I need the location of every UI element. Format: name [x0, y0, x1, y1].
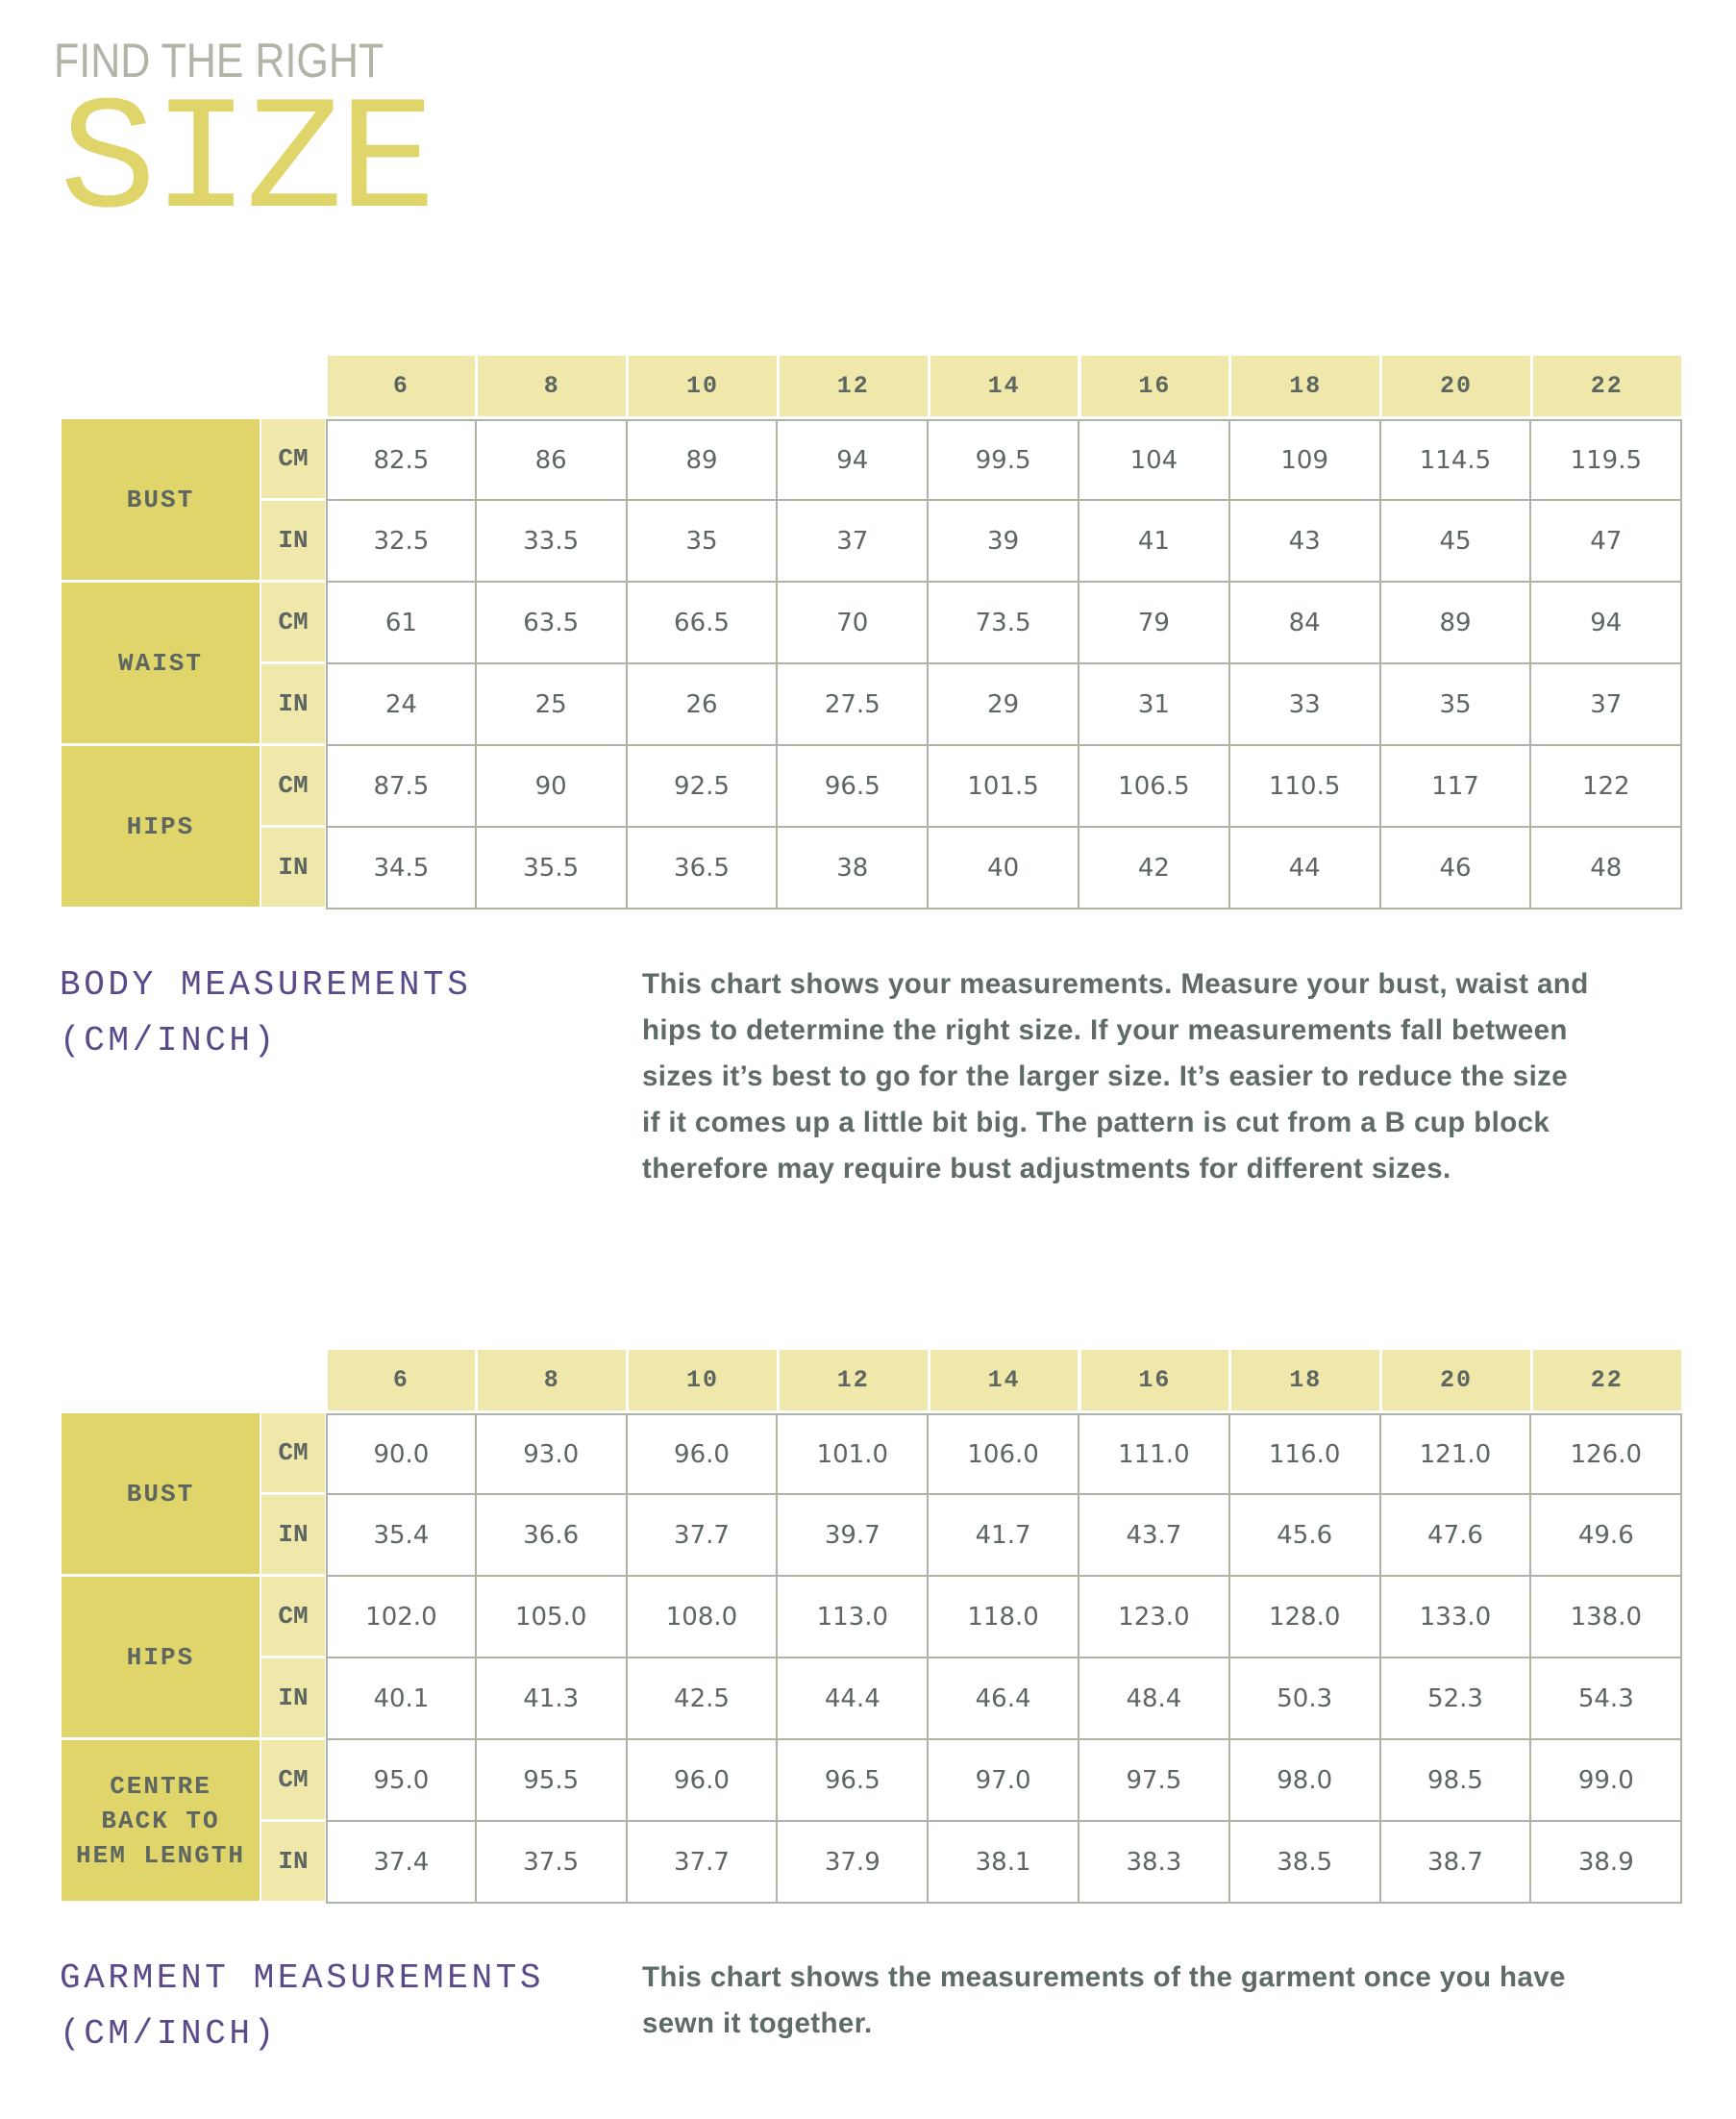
table-cell: 37.7	[628, 1822, 779, 1904]
table-cell: 66.5	[628, 583, 779, 664]
unit-label: CM	[261, 1413, 325, 1492]
table-cell: 128.0	[1230, 1577, 1381, 1658]
size-header: 10	[629, 356, 777, 416]
table-cell: 79	[1079, 583, 1230, 664]
table-cell: 29	[929, 664, 1079, 746]
description-line: This chart shows the measurements of the garment once you have	[642, 1961, 1566, 1993]
body-measurements-caption	[60, 958, 471, 1069]
measurement-label: BUST	[62, 419, 260, 580]
table-cell: 116.0	[1230, 1413, 1381, 1495]
table-cell: 36.6	[477, 1495, 628, 1577]
table-cell: 90.0	[326, 1413, 477, 1495]
unit-label: IN	[261, 1822, 325, 1901]
description-line: sewn it together.	[642, 2007, 873, 2039]
table-cell: 46.4	[929, 1658, 1079, 1740]
table-cell: 113.0	[778, 1577, 929, 1658]
unit-label: CM	[261, 419, 325, 498]
table-cell: 111.0	[1079, 1413, 1230, 1495]
unit-label: IN	[261, 1495, 325, 1574]
size-header: 6	[328, 1350, 476, 1410]
table-cell: 39	[929, 501, 1079, 583]
table-cell: 49.6	[1531, 1495, 1682, 1577]
table-cell: 106.0	[929, 1413, 1079, 1495]
unit-label: IN	[261, 1658, 325, 1737]
table-cell: 24	[326, 664, 477, 746]
table-cell: 110.5	[1230, 746, 1381, 828]
unit-label: IN	[261, 501, 325, 580]
table-cell: 38.7	[1381, 1822, 1532, 1904]
size-header: 18	[1231, 1350, 1379, 1410]
table-cell: 96.5	[778, 1740, 929, 1822]
page-kicker: FIND THE RIGHT	[54, 34, 384, 87]
description-line: sizes it’s best to go for the larger size. It’s easier to reduce the size	[642, 1060, 1569, 1092]
table-cell: 33	[1230, 664, 1381, 746]
table-cell: 99.5	[929, 419, 1079, 501]
table-cell: 108.0	[628, 1577, 779, 1658]
unit-label: IN	[261, 828, 325, 907]
table-cell: 37.4	[326, 1822, 477, 1904]
table-cell: 106.5	[1079, 746, 1230, 828]
garment-measurements-caption	[60, 1951, 544, 2062]
table-cell: 101.5	[929, 746, 1079, 828]
measurement-label: BUST	[62, 1413, 260, 1574]
table-cell: 47.6	[1381, 1495, 1532, 1577]
body-measurements-table	[62, 356, 1684, 911]
measurement-label: WAIST	[62, 583, 260, 743]
table-cell: 44.4	[778, 1658, 929, 1740]
table-cell: 63.5	[477, 583, 628, 664]
table-cell: 37	[778, 501, 929, 583]
size-header: 20	[1382, 356, 1530, 416]
table-cell: 133.0	[1381, 1577, 1532, 1658]
table-cell: 101.0	[778, 1413, 929, 1495]
table-cell: 89	[628, 419, 779, 501]
table-cell: 117	[1381, 746, 1532, 828]
table-cell: 26	[628, 664, 779, 746]
table-cell: 41.3	[477, 1658, 628, 1740]
caption-line: BODY MEASUREMENTS	[60, 965, 472, 1005]
table-cell: 41	[1079, 501, 1230, 583]
table-cell: 95.5	[477, 1740, 628, 1822]
table-cell: 93.0	[477, 1413, 628, 1495]
table-cell: 123.0	[1079, 1577, 1230, 1658]
table-cell: 35.4	[326, 1495, 477, 1577]
table-cell: 104	[1079, 419, 1230, 501]
table-cell: 102.0	[326, 1577, 477, 1658]
table-cell: 35	[628, 501, 779, 583]
table-cell: 35.5	[477, 828, 628, 910]
size-header: 18	[1231, 356, 1379, 416]
table-cell: 94	[1531, 583, 1682, 664]
table-cell: 52.3	[1381, 1658, 1532, 1740]
table-cell: 82.5	[326, 419, 477, 501]
table-cell: 70	[778, 583, 929, 664]
table-cell: 38.9	[1531, 1822, 1682, 1904]
table-cell: 40	[929, 828, 1079, 910]
table-cell: 89	[1381, 583, 1532, 664]
table-cell: 47	[1531, 501, 1682, 583]
table-cell: 118.0	[929, 1577, 1079, 1658]
unit-label: CM	[261, 746, 325, 825]
table-cell: 41.7	[929, 1495, 1079, 1577]
table-cell: 96.5	[778, 746, 929, 828]
body-measurements-description	[642, 961, 1589, 1192]
table-cell: 90	[477, 746, 628, 828]
table-cell: 84	[1230, 583, 1381, 664]
table-cell: 94	[778, 419, 929, 501]
size-header: 10	[629, 1350, 777, 1410]
table-cell: 44	[1230, 828, 1381, 910]
table-cell: 114.5	[1381, 419, 1532, 501]
table-cell: 45.6	[1230, 1495, 1381, 1577]
unit-label: CM	[261, 1740, 325, 1819]
size-header: 22	[1533, 356, 1681, 416]
description-line: This chart shows your measurements. Measure your bust, waist and	[642, 968, 1589, 1000]
garment-measurements-table	[62, 1350, 1684, 1906]
table-cell: 138.0	[1531, 1577, 1682, 1658]
table-cell: 37.9	[778, 1822, 929, 1904]
table-cell: 35	[1381, 664, 1532, 746]
table-cell: 39.7	[778, 1495, 929, 1577]
table-cell: 43	[1230, 501, 1381, 583]
caption-line: (CM/INCH)	[60, 2014, 278, 2054]
table-cell: 37	[1531, 664, 1682, 746]
table-cell: 99.0	[1531, 1740, 1682, 1822]
table-cell: 38.5	[1230, 1822, 1381, 1904]
table-cell: 119.5	[1531, 419, 1682, 501]
table-cell: 34.5	[326, 828, 477, 910]
table-cell: 43.7	[1079, 1495, 1230, 1577]
description-line: if it comes up a little bit big. The pattern is cut from a B cup block	[642, 1107, 1550, 1138]
table-cell: 46	[1381, 828, 1532, 910]
table-cell: 40.1	[326, 1658, 477, 1740]
description-line: hips to determine the right size. If your measurements fall between	[642, 1014, 1568, 1046]
table-cell: 42	[1079, 828, 1230, 910]
table-cell: 96.0	[628, 1413, 779, 1495]
table-cell: 48.4	[1079, 1658, 1230, 1740]
unit-label: CM	[261, 583, 325, 661]
measurement-label: HIPS	[62, 746, 260, 907]
size-header: 14	[930, 356, 1079, 416]
size-header: 22	[1533, 1350, 1681, 1410]
table-cell: 98.0	[1230, 1740, 1381, 1822]
table-cell: 73.5	[929, 583, 1079, 664]
table-cell: 37.7	[628, 1495, 779, 1577]
size-header: 12	[780, 1350, 928, 1410]
table-cell: 48	[1531, 828, 1682, 910]
table-cell: 86	[477, 419, 628, 501]
size-header: 14	[930, 1350, 1079, 1410]
table-cell: 25	[477, 664, 628, 746]
size-header: 8	[478, 356, 626, 416]
table-cell: 97.5	[1079, 1740, 1230, 1822]
size-header: 20	[1382, 1350, 1530, 1410]
table-cell: 122	[1531, 746, 1682, 828]
caption-line: GARMENT MEASUREMENTS	[60, 1958, 545, 1998]
table-cell: 31	[1079, 664, 1230, 746]
table-cell: 126.0	[1531, 1413, 1682, 1495]
table-cell: 61	[326, 583, 477, 664]
unit-label: IN	[261, 664, 325, 743]
size-header: 6	[328, 356, 476, 416]
size-header: 8	[478, 1350, 626, 1410]
caption-line: (CM/INCH)	[60, 1021, 278, 1060]
table-cell: 109	[1230, 419, 1381, 501]
garment-measurements-description	[642, 1955, 1566, 2047]
table-cell: 38.1	[929, 1822, 1079, 1904]
size-header: 12	[780, 356, 928, 416]
unit-label: CM	[261, 1577, 325, 1656]
table-cell: 38.3	[1079, 1822, 1230, 1904]
measurement-label: HIPS	[62, 1577, 260, 1737]
table-cell: 33.5	[477, 501, 628, 583]
table-cell: 105.0	[477, 1577, 628, 1658]
table-cell: 37.5	[477, 1822, 628, 1904]
table-cell: 92.5	[628, 746, 779, 828]
table-cell: 95.0	[326, 1740, 477, 1822]
table-cell: 50.3	[1230, 1658, 1381, 1740]
table-cell: 45	[1381, 501, 1532, 583]
description-line: therefore may require bust adjustments for different sizes.	[642, 1153, 1451, 1184]
table-cell: 38	[778, 828, 929, 910]
table-cell: 97.0	[929, 1740, 1079, 1822]
table-cell: 96.0	[628, 1740, 779, 1822]
table-cell: 54.3	[1531, 1658, 1682, 1740]
table-cell: 98.5	[1381, 1740, 1532, 1822]
measurement-label: CENTRE BACK TO HEM LENGTH	[62, 1740, 260, 1901]
size-header: 16	[1081, 356, 1229, 416]
table-cell: 36.5	[628, 828, 779, 910]
page-title: SIZE	[60, 72, 433, 255]
size-header: 16	[1081, 1350, 1229, 1410]
table-cell: 42.5	[628, 1658, 779, 1740]
table-cell: 121.0	[1381, 1413, 1532, 1495]
table-cell: 32.5	[326, 501, 477, 583]
table-cell: 87.5	[326, 746, 477, 828]
table-cell: 27.5	[778, 664, 929, 746]
